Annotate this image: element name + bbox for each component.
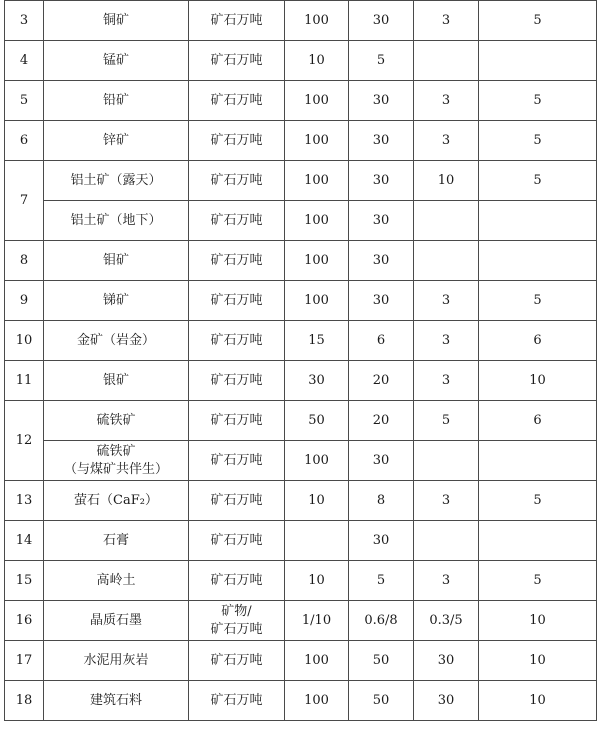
- table-row: [5, 201, 597, 241]
- table-row: [5, 121, 597, 161]
- table-row: [5, 681, 597, 721]
- scale-unit: 矿石万吨: [189, 641, 285, 681]
- value-cell: 5: [414, 401, 479, 441]
- table-row: [5, 321, 597, 361]
- value-cell: 1/10: [285, 601, 349, 641]
- row-number: 16: [5, 601, 44, 641]
- row-number: 15: [5, 561, 44, 601]
- value-cell: 100: [285, 441, 349, 481]
- value-cell: 15: [285, 321, 349, 361]
- mineral-name: 锌矿: [44, 121, 189, 161]
- value-cell: [479, 441, 597, 481]
- mineral-name: 晶质石墨: [44, 601, 189, 641]
- value-cell: 100: [285, 1, 349, 41]
- value-cell: 20: [349, 401, 414, 441]
- mineral-name: 铝土矿（露天）: [44, 161, 189, 201]
- value-cell: 50: [349, 681, 414, 721]
- value-cell: 100: [285, 201, 349, 241]
- mineral-name: 建筑石料: [44, 681, 189, 721]
- value-cell: 30: [414, 641, 479, 681]
- scale-unit: 矿石万吨: [189, 361, 285, 401]
- value-cell: 0.6/8: [349, 601, 414, 641]
- mineral-name: 银矿: [44, 361, 189, 401]
- value-cell: 10: [479, 361, 597, 401]
- value-cell: 5: [479, 281, 597, 321]
- row-number: 8: [5, 241, 44, 281]
- scale-unit: 矿石万吨: [189, 481, 285, 521]
- value-cell: 3: [414, 281, 479, 321]
- value-cell: 30: [349, 521, 414, 561]
- value-cell: [479, 41, 597, 81]
- row-number: 10: [5, 321, 44, 361]
- value-cell: 30: [349, 281, 414, 321]
- scale-unit: 矿石万吨: [189, 241, 285, 281]
- value-cell: 100: [285, 121, 349, 161]
- row-number: 5: [5, 81, 44, 121]
- value-cell: 30: [349, 121, 414, 161]
- value-cell: 30: [349, 81, 414, 121]
- table-row: [5, 481, 597, 521]
- scale-unit: 矿石万吨: [189, 81, 285, 121]
- value-cell: [285, 521, 349, 561]
- value-cell: 10: [479, 641, 597, 681]
- value-cell: 10: [285, 561, 349, 601]
- row-number: 7: [5, 161, 44, 241]
- value-cell: 3: [414, 361, 479, 401]
- table-row: [5, 41, 597, 81]
- value-cell: 3: [414, 81, 479, 121]
- mineral-scale-table: [4, 0, 597, 721]
- table-row: [5, 601, 597, 641]
- value-cell: 5: [479, 121, 597, 161]
- value-cell: 30: [349, 241, 414, 281]
- row-number: 14: [5, 521, 44, 561]
- value-cell: 5: [479, 161, 597, 201]
- value-cell: 30: [349, 161, 414, 201]
- table-row: [5, 561, 597, 601]
- value-cell: [414, 201, 479, 241]
- value-cell: 3: [414, 1, 479, 41]
- scale-unit: 矿石万吨: [189, 561, 285, 601]
- row-number: 4: [5, 41, 44, 81]
- table-row: [5, 441, 597, 481]
- value-cell: 3: [414, 321, 479, 361]
- value-cell: 30: [349, 201, 414, 241]
- mineral-name: 石膏: [44, 521, 189, 561]
- row-number: 6: [5, 121, 44, 161]
- row-number: 11: [5, 361, 44, 401]
- value-cell: 30: [349, 441, 414, 481]
- value-cell: 100: [285, 161, 349, 201]
- table-row: [5, 1, 597, 41]
- mineral-name: 金矿（岩金）: [44, 321, 189, 361]
- table-row: [5, 401, 597, 441]
- value-cell: 5: [479, 1, 597, 41]
- row-number: 17: [5, 641, 44, 681]
- mineral-name: 锰矿: [44, 41, 189, 81]
- scale-unit: 矿石万吨: [189, 521, 285, 561]
- value-cell: 100: [285, 241, 349, 281]
- value-cell: 10: [479, 681, 597, 721]
- value-cell: 10: [479, 601, 597, 641]
- scale-unit: 矿石万吨: [189, 161, 285, 201]
- value-cell: 3: [414, 481, 479, 521]
- value-cell: 6: [479, 321, 597, 361]
- value-cell: 5: [349, 561, 414, 601]
- table-row: [5, 641, 597, 681]
- mineral-name: 铝土矿（地下）: [44, 201, 189, 241]
- mineral-name: 锑矿: [44, 281, 189, 321]
- table-row: [5, 241, 597, 281]
- value-cell: [479, 521, 597, 561]
- scale-unit: 矿石万吨: [189, 1, 285, 41]
- row-number: 13: [5, 481, 44, 521]
- value-cell: 100: [285, 681, 349, 721]
- value-cell: [414, 521, 479, 561]
- value-cell: 3: [414, 561, 479, 601]
- value-cell: 10: [285, 41, 349, 81]
- value-cell: [414, 41, 479, 81]
- value-cell: 20: [349, 361, 414, 401]
- scale-unit: 矿石万吨: [189, 681, 285, 721]
- value-cell: 5: [479, 81, 597, 121]
- mineral-name: 高岭土: [44, 561, 189, 601]
- row-number: 12: [5, 401, 44, 481]
- value-cell: 5: [349, 41, 414, 81]
- mineral-name: 钼矿: [44, 241, 189, 281]
- value-cell: 5: [479, 481, 597, 521]
- table-row: [5, 281, 597, 321]
- value-cell: [479, 201, 597, 241]
- mineral-name: 硫铁矿: [44, 401, 189, 441]
- scale-unit: 矿石万吨: [189, 441, 285, 481]
- row-number: 9: [5, 281, 44, 321]
- table-row: [5, 521, 597, 561]
- value-cell: 50: [349, 641, 414, 681]
- mineral-name: 萤石（CaF₂）: [44, 481, 189, 521]
- mineral-name: 铅矿: [44, 81, 189, 121]
- mineral-name: 硫铁矿 （与煤矿共伴生）: [44, 441, 189, 481]
- value-cell: 30: [285, 361, 349, 401]
- value-cell: [479, 241, 597, 281]
- row-number: 18: [5, 681, 44, 721]
- row-number: 3: [5, 1, 44, 41]
- mineral-name: 水泥用灰岩: [44, 641, 189, 681]
- table-row: [5, 81, 597, 121]
- value-cell: 30: [349, 1, 414, 41]
- scale-unit: 矿石万吨: [189, 281, 285, 321]
- value-cell: 0.3/5: [414, 601, 479, 641]
- value-cell: 10: [414, 161, 479, 201]
- value-cell: 50: [285, 401, 349, 441]
- value-cell: 100: [285, 81, 349, 121]
- value-cell: [414, 441, 479, 481]
- table-row: [5, 361, 597, 401]
- scale-unit: 矿石万吨: [189, 41, 285, 81]
- scale-unit: 矿石万吨: [189, 121, 285, 161]
- value-cell: 6: [479, 401, 597, 441]
- value-cell: 100: [285, 641, 349, 681]
- table-row: [5, 161, 597, 201]
- value-cell: 3: [414, 121, 479, 161]
- scale-unit: 矿物/ 矿石万吨: [189, 601, 285, 641]
- scale-unit: 矿石万吨: [189, 401, 285, 441]
- value-cell: 10: [285, 481, 349, 521]
- value-cell: 30: [414, 681, 479, 721]
- scale-unit: 矿石万吨: [189, 321, 285, 361]
- value-cell: 5: [479, 561, 597, 601]
- value-cell: 6: [349, 321, 414, 361]
- mineral-name: 铜矿: [44, 1, 189, 41]
- value-cell: 100: [285, 281, 349, 321]
- value-cell: [414, 241, 479, 281]
- scale-unit: 矿石万吨: [189, 201, 285, 241]
- value-cell: 8: [349, 481, 414, 521]
